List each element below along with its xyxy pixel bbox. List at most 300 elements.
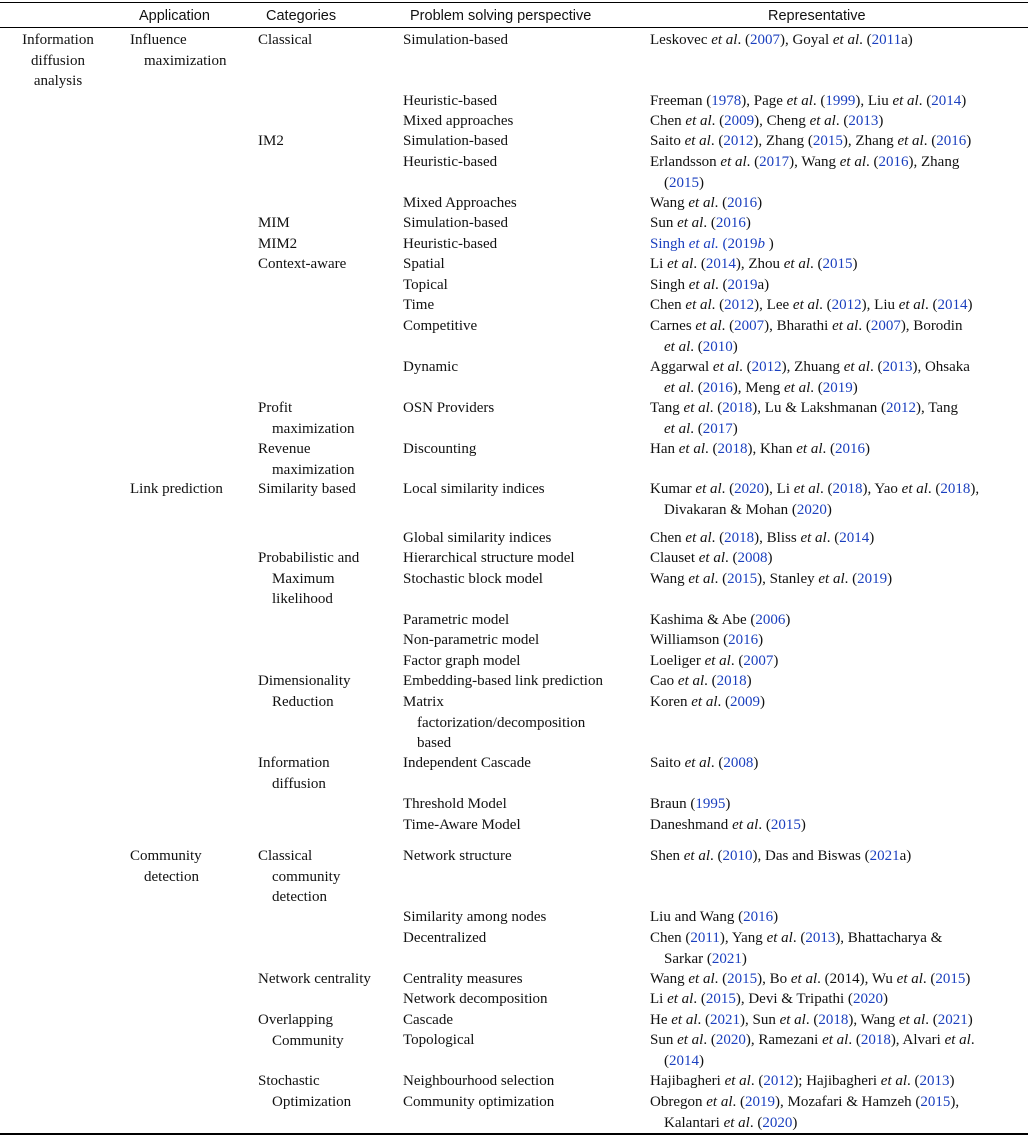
citation-link[interactable]: 2015: [812, 133, 843, 149]
citation-text: et al: [818, 571, 845, 587]
citation-text: . (: [924, 297, 938, 313]
citation-link[interactable]: 2018: [716, 673, 747, 689]
representative-cell: [650, 1010, 973, 1031]
perspective-cell: [403, 610, 509, 631]
representative-line: [650, 234, 774, 255]
citation-link[interactable]: 2014: [839, 530, 870, 546]
citation-text: et al: [685, 530, 712, 546]
representative-line: [650, 357, 970, 378]
category-cell-line: Reduction: [272, 693, 334, 710]
citation-text: . (: [810, 256, 823, 272]
citation-text: (: [664, 1052, 669, 1069]
citation-text: Chen: [650, 113, 686, 129]
citation-text: et al: [711, 32, 738, 48]
citation-link[interactable]: 2014: [937, 297, 968, 313]
citation-text: . (: [758, 817, 771, 833]
citation-text: . (: [866, 154, 879, 170]
representative-line: [650, 907, 778, 928]
representative-cell: [650, 254, 858, 275]
citation-link[interactable]: 2015: [705, 991, 736, 1007]
citation-text: . (: [710, 133, 724, 149]
citation-text: Chen: [650, 297, 686, 313]
citation-link[interactable]: 2019: [727, 277, 758, 293]
citation-text: et al: [796, 441, 823, 457]
representative-line: [650, 1051, 975, 1072]
citation-link[interactable]: 2021: [711, 950, 742, 967]
citation-link[interactable]: 2019: [745, 1094, 775, 1110]
representative-line: [650, 213, 751, 234]
citation-link[interactable]: 2020: [852, 991, 883, 1007]
citation-link[interactable]: 2014: [669, 1052, 699, 1069]
citation-text: . (: [710, 755, 724, 771]
citation-text: et al: [683, 848, 710, 864]
citation-text: ): [826, 501, 832, 518]
citation-link[interactable]: 2016: [727, 195, 758, 211]
citation-link[interactable]: 2015: [920, 1094, 951, 1110]
citation-text: et al: [712, 359, 740, 375]
citation-link[interactable]: 2015: [935, 971, 966, 987]
representative-line: [650, 1010, 973, 1031]
citation-text: ), Goyal: [779, 32, 833, 48]
representative-line: [650, 794, 730, 815]
citation-text: ): [869, 530, 875, 546]
citation-text: et al: [667, 256, 694, 272]
citation-text: et al: [720, 154, 747, 170]
citation-text: ): [967, 297, 973, 313]
representative-line: [650, 131, 971, 152]
representative-line: [650, 815, 806, 836]
perspective-cell-line: Network structure: [403, 848, 512, 864]
citation-link[interactable]: 2018: [832, 481, 863, 497]
citation-text: Obregon: [650, 1094, 707, 1110]
citation-text: Chen (: [650, 930, 691, 946]
representative-cell: [650, 610, 790, 631]
representative-line: [650, 316, 962, 337]
category-cell-line: detection: [272, 889, 327, 905]
representative-line: [650, 295, 972, 316]
perspective-cell: [403, 316, 477, 337]
perspective-cell-line: Dynamic: [403, 359, 458, 375]
citation-text: ): [792, 1114, 798, 1131]
citation-link[interactable]: b: [757, 236, 766, 252]
perspective-cell: [403, 1010, 453, 1031]
citation-text: ): [699, 174, 704, 191]
citation-text: et al: [667, 991, 694, 1007]
representative-line: [650, 439, 870, 460]
citation-text: ): [732, 338, 738, 355]
citation-link[interactable]: 2007: [743, 653, 774, 669]
category-cell: [258, 548, 359, 610]
citation-link[interactable]: 2015: [770, 817, 801, 833]
header-categories: Categories: [266, 8, 337, 24]
citation-link[interactable]: 2013: [882, 359, 913, 375]
citation-text: et al: [683, 400, 710, 416]
citation-text: ): [767, 550, 773, 566]
citation-text: et al: [944, 1032, 971, 1048]
perspective-cell-line: Hierarchical structure model: [403, 550, 575, 566]
perspective-cell-line: Neighbourhood selection: [403, 1073, 555, 1089]
citation-text: . (: [693, 256, 706, 272]
citation-text: ): [725, 796, 731, 812]
citation-text: et al: [698, 550, 725, 566]
citation-text: et al: [783, 256, 811, 272]
citation-text: . (: [690, 338, 703, 355]
category-cell-line: Community: [272, 1032, 344, 1049]
citation-text: . (: [822, 441, 835, 457]
citation-text: . (: [704, 673, 717, 689]
application-cell: [130, 846, 202, 887]
citation-link[interactable]: 2014: [705, 256, 736, 272]
perspective-cell-line: Embedding-based link prediction: [403, 673, 603, 689]
representative-line: [650, 275, 769, 296]
citation-text: . (: [819, 481, 833, 497]
citation-text: . (: [869, 359, 883, 375]
citation-text: et al: [664, 338, 691, 355]
citation-text: Cao: [650, 673, 678, 689]
citation-text: . (: [725, 550, 738, 566]
citation-text: ), Cheng: [754, 113, 810, 129]
perspective-cell-line: Non-parametric model: [403, 632, 540, 648]
category-cell-line: Classical: [258, 848, 313, 864]
citation-text: et al: [677, 673, 705, 689]
citation-link[interactable]: 2017: [702, 420, 733, 437]
citation-text: Sun: [650, 215, 678, 231]
citation-text: Li: [650, 991, 668, 1007]
citation-link[interactable]: 2011: [690, 930, 720, 946]
citation-text: et al: [706, 1094, 733, 1110]
citation-text: a): [899, 848, 912, 864]
citation-link[interactable]: 2018: [717, 441, 748, 457]
citation-text: . (: [858, 318, 871, 334]
representative-cell: [650, 794, 730, 815]
citation-link[interactable]: (2019: [718, 236, 758, 252]
perspective-cell: [403, 398, 494, 419]
representative-line: [650, 528, 874, 549]
citation-link[interactable]: 2018: [722, 400, 753, 416]
citation-text: et al: [685, 297, 712, 313]
citation-text: ); Hajibagheri: [793, 1073, 881, 1089]
citation-text: Kalantari: [664, 1114, 724, 1131]
citation-text: . (: [703, 215, 716, 231]
citation-text: et al: [695, 318, 722, 334]
perspective-cell-line: Global similarity indices: [403, 530, 552, 546]
citation-link[interactable]: 2009: [724, 113, 755, 129]
representative-cell: [650, 671, 752, 692]
header-rule: [0, 27, 1028, 28]
citation-text: et al: [784, 379, 811, 396]
representative-line: [650, 398, 958, 419]
citation-link[interactable]: 2016: [743, 909, 774, 925]
citation-link[interactable]: 2008: [723, 755, 754, 771]
citation-text: ), Ohsaka: [912, 359, 970, 375]
citation-text: Williamson (: [650, 632, 729, 648]
citation-text: Sun: [650, 1032, 678, 1048]
citation-text: . (: [907, 1073, 920, 1089]
citation-text: et al: [724, 1073, 751, 1089]
perspective-cell-line: Topological: [403, 1032, 475, 1048]
representative-cell: [650, 479, 979, 520]
category-cell-line: Optimization: [272, 1093, 352, 1110]
citation-link[interactable]: 2009: [730, 694, 760, 710]
perspective-cell-line: Heuristic-based: [403, 93, 498, 109]
citation-link[interactable]: 1978: [711, 93, 742, 109]
application-cell: [130, 30, 226, 71]
citation-link[interactable]: 2015: [669, 174, 699, 191]
citation-text: ): [852, 256, 858, 272]
citation-text: ), Zhang (: [753, 133, 813, 149]
category-cell-line: Network centrality: [258, 971, 371, 987]
citation-text: et al: [892, 93, 919, 109]
citation-link[interactable]: 2018: [818, 1012, 849, 1028]
citation-link[interactable]: 2020: [796, 501, 827, 518]
perspective-cell: [403, 969, 523, 990]
citation-text: . (: [819, 297, 832, 313]
category-cell: [258, 234, 297, 255]
perspective-cell-line: Similarity among nodes: [403, 909, 547, 925]
citation-link[interactable]: 2016: [702, 379, 733, 396]
citation-link[interactable]: 2012: [886, 400, 916, 416]
citation-text: ), Tang: [916, 400, 958, 416]
citation-text: Tang: [650, 400, 684, 416]
citation-link[interactable]: 2013: [805, 930, 836, 946]
citation-text: et al: [664, 420, 691, 437]
citation-text: . (: [693, 991, 706, 1007]
representative-line: [650, 846, 911, 867]
representative-line: [650, 1071, 955, 1092]
citation-link[interactable]: 2019: [857, 571, 888, 587]
citation-link[interactable]: 2020: [715, 1032, 746, 1048]
citation-text: Loeliger: [650, 653, 705, 669]
citation-link[interactable]: 2007: [870, 318, 901, 334]
citation-text: et al: [897, 133, 924, 149]
citation-text: et al: [677, 1032, 704, 1048]
citation-text: ): [760, 694, 765, 710]
category-cell-line: likelihood: [272, 591, 333, 607]
representative-cell: [650, 548, 773, 569]
citation-link[interactable]: 2021: [869, 848, 900, 864]
citation-text: . (: [805, 1012, 819, 1028]
perspective-cell: [403, 254, 445, 275]
representative-line: [650, 753, 758, 774]
citation-text: ), Bhattacharya &: [835, 930, 943, 946]
category-cell: [258, 479, 356, 500]
citation-link[interactable]: et al.: [688, 236, 719, 252]
representative-cell: [650, 357, 970, 398]
perspective-cell-line: Time: [403, 297, 435, 313]
citation-text: ): [949, 1073, 955, 1089]
category-cell-line: Similarity based: [258, 481, 356, 497]
citation-link[interactable]: 1999: [825, 93, 856, 109]
citation-link[interactable]: 2011: [871, 32, 902, 48]
perspective-cell-line: Simulation-based: [403, 133, 508, 149]
perspective-cell: [403, 1030, 474, 1051]
citation-text: ): [882, 991, 888, 1007]
perspective-cell-line: Factor graph model: [403, 653, 521, 669]
category-cell: [258, 213, 290, 234]
citation-text: ): [758, 632, 764, 648]
perspective-cell: [403, 30, 508, 51]
perspective-cell: [403, 1092, 554, 1113]
perspective-cell: [403, 815, 521, 836]
citation-link[interactable]: 2016: [715, 215, 746, 231]
perspective-cell-line: Stochastic block model: [403, 571, 543, 587]
citation-text: Shen: [650, 848, 684, 864]
citation-link[interactable]: 2013: [848, 113, 879, 129]
citation-link[interactable]: 2017: [759, 154, 790, 170]
citation-link[interactable]: 2021: [937, 1012, 968, 1028]
representative-line: [650, 692, 765, 713]
citation-text: . (: [923, 133, 937, 149]
top-rule: [0, 2, 1028, 3]
perspective-cell: [403, 479, 545, 500]
citation-text: ), Zhang: [842, 133, 898, 149]
citation-text: et al: [688, 971, 715, 987]
citation-link[interactable]: 2016: [835, 441, 865, 457]
citation-text: ): [785, 612, 791, 628]
citation-text: . (: [715, 277, 728, 293]
citation-link[interactable]: 2021: [710, 1012, 740, 1028]
category-cell-line: Stochastic: [258, 1073, 320, 1089]
citation-link[interactable]: 2016: [936, 133, 967, 149]
citation-link[interactable]: 2008: [737, 550, 768, 566]
representative-cell: [650, 969, 970, 990]
perspective-cell-line: based: [417, 735, 452, 751]
citation-text: ), Das and Biswas (: [752, 848, 870, 864]
citation-link[interactable]: 2020: [762, 1114, 793, 1131]
citation-text: et al: [832, 32, 860, 48]
citation-link[interactable]: Singh: [650, 236, 689, 252]
citation-link[interactable]: 2012: [751, 359, 782, 375]
category-cell-line: maximization: [272, 420, 355, 437]
citation-text: et al: [896, 971, 923, 987]
citation-link[interactable]: 2020: [734, 481, 765, 497]
citation-text: Carnes: [650, 318, 696, 334]
citation-link[interactable]: 1995: [695, 796, 726, 812]
representative-cell: [650, 1071, 955, 1092]
citation-text: ), Lu & Lakshmanan (: [752, 400, 886, 416]
citation-text: ), Bo: [757, 971, 791, 987]
citation-text: ), Khan: [747, 441, 797, 457]
citation-text: ), Liu: [861, 297, 899, 313]
citation-link[interactable]: 2015: [822, 256, 853, 272]
citation-link[interactable]: 2019: [822, 379, 853, 396]
citation-text: . (: [697, 1012, 710, 1028]
representative-line: [650, 548, 773, 569]
citation-text: ), Li: [764, 481, 794, 497]
citation-link[interactable]: 2015: [727, 571, 758, 587]
category-cell-line: community: [272, 868, 341, 885]
perspective-cell-line: Parametric model: [403, 612, 510, 628]
category-cell: [258, 1071, 351, 1112]
citation-text: ): [773, 653, 779, 669]
category-cell-line: IM2: [258, 133, 284, 149]
citation-link[interactable]: 2012: [763, 1073, 794, 1089]
citation-text: et al: [779, 1012, 806, 1028]
perspective-cell: [403, 131, 508, 152]
citation-link[interactable]: 2013: [919, 1073, 950, 1089]
citation-link[interactable]: 2012: [723, 133, 754, 149]
representative-line: [650, 651, 778, 672]
citation-text: ): [745, 215, 751, 231]
perspective-cell-line: Competitive: [403, 318, 478, 334]
citation-text: a): [757, 277, 770, 293]
representative-cell: [650, 30, 913, 51]
citation-text: . (: [922, 971, 936, 987]
perspective-cell: [403, 528, 551, 549]
representative-line: [650, 173, 959, 194]
representative-cell: [650, 131, 971, 152]
perspective-cell-line: Heuristic-based: [403, 154, 498, 170]
application-cell-line: Link prediction: [130, 481, 223, 497]
citation-link[interactable]: 2010: [722, 848, 753, 864]
representative-cell: [650, 569, 892, 590]
citation-text: et al: [723, 1114, 750, 1131]
application-cell-line: Community: [130, 848, 202, 864]
perspective-cell-line: Simulation-based: [403, 32, 508, 48]
citation-text: He: [650, 1012, 672, 1028]
representative-cell: [650, 193, 762, 214]
citation-link[interactable]: 2012: [724, 297, 755, 313]
category-cell-line: MIM: [258, 215, 290, 231]
citation-text: . (: [714, 971, 728, 987]
citation-text: Wang: [650, 195, 689, 211]
citation-text: Freeman (: [650, 93, 712, 109]
citation-text: et al: [688, 277, 716, 293]
citation-text: et al: [664, 379, 691, 396]
citation-text: ), Yang: [719, 930, 767, 946]
citation-text: Sarkar (: [664, 950, 712, 967]
citation-link[interactable]: 2018: [860, 1032, 891, 1048]
category-cell: [258, 131, 284, 152]
citation-link[interactable]: 2012: [831, 297, 862, 313]
representative-line: [650, 193, 762, 214]
citation-text: ), Bliss: [754, 530, 801, 546]
application-cell: [130, 479, 223, 500]
representative-cell: [650, 439, 870, 460]
citation-link[interactable]: 2015: [727, 971, 758, 987]
citation-link[interactable]: 2010: [702, 338, 733, 355]
citation-text: ), Page: [741, 93, 787, 109]
citation-link[interactable]: 2016: [878, 154, 909, 170]
citation-text: . (: [812, 93, 826, 109]
citation-link[interactable]: 2007: [749, 32, 780, 48]
citation-text: Singh: [650, 277, 689, 293]
perspective-cell: [403, 439, 476, 460]
perspective-cell: [403, 152, 497, 173]
representative-line: [650, 928, 942, 949]
citation-link[interactable]: 2016: [728, 632, 759, 648]
citation-link[interactable]: 2006: [755, 612, 786, 628]
citation-text: . (: [749, 1114, 763, 1131]
citation-text: Erlandsson: [650, 154, 721, 170]
representative-cell: [650, 91, 966, 112]
citation-link[interactable]: 2007: [734, 318, 765, 334]
perspective-cell: [403, 651, 520, 672]
representative-cell: [650, 234, 774, 255]
citation-text: ): [773, 909, 779, 925]
perspective-cell-line: Local similarity indices: [403, 481, 545, 497]
citation-link[interactable]: 2018: [940, 481, 971, 497]
citation-link[interactable]: 2018: [724, 530, 755, 546]
citation-text: . (: [732, 1094, 745, 1110]
citation-link[interactable]: 2014: [931, 93, 962, 109]
citation-text: Wang: [650, 571, 689, 587]
perspective-cell: [403, 846, 512, 867]
perspective-cell-line: Heuristic-based: [403, 236, 498, 252]
citation-text: ), Ramezani: [745, 1032, 823, 1048]
perspective-cell-line: Threshold Model: [403, 796, 507, 812]
representative-line: [650, 91, 966, 112]
